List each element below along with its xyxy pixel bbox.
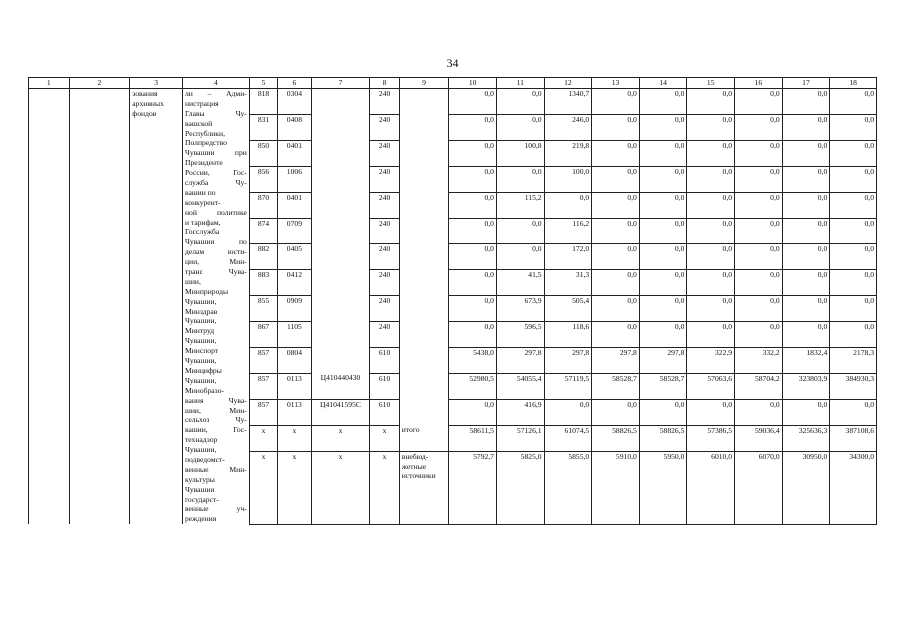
col6-cell: 0408 (278, 114, 311, 140)
col8-cell: x (370, 451, 399, 524)
value-cell: 0,0 (592, 244, 640, 270)
text-line: Главы Чу- (184, 108, 247, 118)
value-cell: 0,0 (449, 244, 497, 270)
value-cell: 673,9 (496, 296, 544, 322)
column-header: 10 (449, 78, 497, 89)
text-line: и тарифам, (184, 217, 221, 227)
text-line: Минприроды (184, 286, 229, 296)
value-cell: 0,0 (782, 114, 830, 140)
value-cell: 0,0 (830, 140, 877, 166)
col9-cell (399, 373, 449, 399)
col9-cell (399, 166, 449, 192)
value-cell: 0,0 (592, 270, 640, 296)
col2-cell (69, 89, 130, 525)
value-cell: 41,5 (496, 270, 544, 296)
text-line: Чувашии, (184, 356, 217, 366)
text-line: Чувашии (184, 484, 215, 494)
col5-cell: 831 (249, 114, 277, 140)
value-cell: 596,5 (496, 322, 544, 348)
col8-cell: x (370, 425, 399, 451)
text-line: венные уч- (184, 504, 247, 514)
budget-table (28, 77, 877, 525)
col1-cell (29, 89, 70, 525)
value-cell: 0,0 (639, 114, 687, 140)
col7-cell (311, 140, 370, 166)
column-header: 12 (544, 78, 592, 89)
value-cell: 0,0 (639, 399, 687, 425)
value-cell: 416,9 (496, 399, 544, 425)
value-cell: 0,0 (449, 296, 497, 322)
text-line: зования (132, 89, 158, 98)
value-cell: 57126,1 (496, 425, 544, 451)
column-header: 2 (69, 78, 130, 89)
value-cell: 58611,5 (449, 425, 497, 451)
value-cell: 2178,3 (830, 348, 877, 374)
col6-cell: 0401 (278, 192, 311, 218)
value-cell: 0,0 (592, 218, 640, 244)
col5-cell: 850 (249, 140, 277, 166)
text-line: сельхоз Чу- (184, 415, 247, 425)
value-cell: 54055,4 (496, 373, 544, 399)
text-line: Чувашии, (184, 336, 217, 346)
value-cell: 57386,5 (687, 425, 735, 451)
value-cell: 0,0 (687, 166, 735, 192)
text-line: конкурент- (184, 197, 221, 207)
value-cell: 0,0 (449, 140, 497, 166)
value-cell: 58528,7 (639, 373, 687, 399)
value-cell: 0,0 (449, 166, 497, 192)
value-cell: 325636,3 (782, 425, 830, 451)
value-cell: 0,0 (496, 114, 544, 140)
text-line: технадзор (184, 435, 218, 445)
table-row (29, 89, 877, 115)
col8-cell: 610 (370, 399, 399, 425)
col7-cell: Ц410440430 (311, 373, 370, 399)
column-header: 7 (311, 78, 370, 89)
value-cell: 6070,0 (735, 451, 783, 524)
value-cell: 30950,0 (782, 451, 830, 524)
value-cell: 0,0 (687, 140, 735, 166)
text-line: Чувашии, (184, 296, 217, 306)
value-cell: 0,0 (687, 114, 735, 140)
value-cell: 0,0 (782, 89, 830, 115)
value-cell: 58826,5 (639, 425, 687, 451)
col9-cell (399, 192, 449, 218)
col6-cell: 0709 (278, 218, 311, 244)
value-cell: 118,6 (544, 322, 592, 348)
col5-cell: x (249, 425, 277, 451)
value-cell: 297,8 (639, 348, 687, 374)
text-line: государст- (184, 494, 219, 504)
value-cell: 0,0 (782, 270, 830, 296)
text-line: Президенте (184, 158, 223, 168)
value-cell: 100,8 (496, 140, 544, 166)
value-cell: 1340,7 (544, 89, 592, 115)
column-header: 15 (687, 78, 735, 89)
value-cell: 0,0 (496, 218, 544, 244)
value-cell: 61074,5 (544, 425, 592, 451)
col5-cell: 855 (249, 296, 277, 322)
col7-cell (311, 89, 370, 115)
value-cell: 0,0 (782, 244, 830, 270)
value-cell: 0,0 (639, 296, 687, 322)
value-cell: 505,4 (544, 296, 592, 322)
value-cell: 0,0 (735, 166, 783, 192)
col7-cell: x (311, 451, 370, 524)
value-cell: 0,0 (639, 140, 687, 166)
value-cell: 0,0 (496, 244, 544, 270)
col8-cell: 240 (370, 192, 399, 218)
value-cell: 172,0 (544, 244, 592, 270)
col6-cell: 0405 (278, 244, 311, 270)
col5-cell: 857 (249, 373, 277, 399)
text-line: делам юсти- (184, 247, 247, 257)
col7-cell (311, 192, 370, 218)
value-cell: 0,0 (830, 244, 877, 270)
value-cell: 0,0 (782, 322, 830, 348)
column-header: 6 (278, 78, 311, 89)
col9-cell (399, 89, 449, 115)
value-cell: 0,0 (782, 296, 830, 322)
col7-cell (311, 244, 370, 270)
col9-cell (399, 348, 449, 374)
value-cell: 0,0 (735, 244, 783, 270)
header-row (29, 78, 877, 89)
value-cell: 58704,2 (735, 373, 783, 399)
text-line: нистрация (184, 98, 219, 108)
value-cell: 0,0 (735, 114, 783, 140)
value-cell: 5910,0 (592, 451, 640, 524)
value-cell: 0,0 (830, 166, 877, 192)
value-cell: 0,0 (735, 296, 783, 322)
value-cell: 0,0 (449, 192, 497, 218)
col5-cell: 856 (249, 166, 277, 192)
value-cell: 0,0 (592, 322, 640, 348)
value-cell: 0,0 (687, 192, 735, 218)
text-line: Минобразо- (184, 385, 224, 395)
text-line: источники (401, 471, 436, 481)
col5-cell: 857 (249, 348, 277, 374)
col8-cell: 240 (370, 322, 399, 348)
col9-cell (399, 296, 449, 322)
col3-lines-cell (130, 89, 183, 525)
value-cell: 297,8 (592, 348, 640, 374)
text-line: вашской (184, 118, 213, 128)
value-cell: 0,0 (687, 244, 735, 270)
value-cell: 31,3 (544, 270, 592, 296)
col9-cell: итого (399, 425, 449, 451)
value-cell: 5825,0 (496, 451, 544, 524)
column-header: 14 (639, 78, 687, 89)
table-body (29, 89, 877, 525)
text-line: Чувашии, (184, 375, 217, 385)
col5-cell: 883 (249, 270, 277, 296)
value-cell: 0,0 (735, 399, 783, 425)
value-cell: 0,0 (449, 114, 497, 140)
text-line: Минспорт (184, 346, 219, 356)
value-cell: 0,0 (830, 192, 877, 218)
value-cell: 0,0 (687, 218, 735, 244)
value-cell: 1832,4 (782, 348, 830, 374)
value-cell: 0,0 (592, 296, 640, 322)
value-cell: 0,0 (830, 114, 877, 140)
value-cell: 0,0 (449, 322, 497, 348)
col9-cell (399, 244, 449, 270)
value-cell: 5950,0 (639, 451, 687, 524)
text-line: транс Чува- (184, 267, 247, 277)
text-line: шии, Мин- (184, 405, 247, 415)
value-cell: 332,2 (735, 348, 783, 374)
col9-cell (399, 218, 449, 244)
col9-cell (399, 270, 449, 296)
value-cell: 0,0 (782, 192, 830, 218)
col8-cell: 240 (370, 296, 399, 322)
value-cell: 59036,4 (735, 425, 783, 451)
column-header: 13 (592, 78, 640, 89)
column-header: 9 (399, 78, 449, 89)
value-cell: 0,0 (544, 192, 592, 218)
text-line: вашии, Гос- (184, 425, 247, 435)
column-header: 18 (830, 78, 877, 89)
col5-cell: 818 (249, 89, 277, 115)
col9-cell (399, 140, 449, 166)
value-cell: 0,0 (592, 114, 640, 140)
text-line: Госслужба (184, 227, 220, 237)
value-cell: 0,0 (687, 270, 735, 296)
value-cell: 0,0 (782, 218, 830, 244)
value-cell: 57063,6 (687, 373, 735, 399)
value-cell: 0,0 (449, 218, 497, 244)
column-header: 11 (496, 78, 544, 89)
col5-cell: 874 (249, 218, 277, 244)
text-line: венные Мин- (184, 464, 247, 474)
text-line: шии, (184, 276, 201, 286)
text-line: Чувашии, (184, 445, 217, 455)
col6-cell: 0304 (278, 89, 311, 115)
col5-cell: 882 (249, 244, 277, 270)
text-line: России, Гос- (184, 168, 247, 178)
value-cell: 0,0 (735, 89, 783, 115)
value-cell: 0,0 (592, 166, 640, 192)
col5-cell: x (249, 451, 277, 524)
col8-cell: 240 (370, 89, 399, 115)
value-cell: 0,0 (639, 244, 687, 270)
value-cell: 322,9 (687, 348, 735, 374)
value-cell: 57119,5 (544, 373, 592, 399)
col6-cell: 0909 (278, 296, 311, 322)
col5-cell: 857 (249, 399, 277, 425)
col7-cell: x (311, 425, 370, 451)
col9-cell (399, 322, 449, 348)
value-cell: 34300,0 (830, 451, 877, 524)
col6-cell: 0401 (278, 140, 311, 166)
value-cell: 0,0 (782, 140, 830, 166)
value-cell: 0,0 (830, 296, 877, 322)
value-cell: 5792,7 (449, 451, 497, 524)
value-cell: 0,0 (449, 270, 497, 296)
column-header: 3 (130, 78, 183, 89)
value-cell: 0,0 (496, 166, 544, 192)
value-cell: 115,2 (496, 192, 544, 218)
value-cell: 0,0 (830, 322, 877, 348)
text-line: вашии по (184, 187, 216, 197)
value-cell: 58826,5 (592, 425, 640, 451)
col7-cell (311, 218, 370, 244)
col8-cell: 240 (370, 140, 399, 166)
col5-cell: 867 (249, 322, 277, 348)
value-cell: 0,0 (735, 192, 783, 218)
text-line: вания Чува- (184, 395, 247, 405)
col7-cell (311, 270, 370, 296)
value-cell: 323803,9 (782, 373, 830, 399)
value-cell: 58528,7 (592, 373, 640, 399)
value-cell: 0,0 (735, 322, 783, 348)
value-cell: 0,0 (782, 399, 830, 425)
value-cell: 0,0 (687, 296, 735, 322)
value-cell: 0,0 (830, 218, 877, 244)
col6-cell: 1006 (278, 166, 311, 192)
col9-cell (399, 114, 449, 140)
column-header: 17 (782, 78, 830, 89)
col6-cell: 0804 (278, 348, 311, 374)
value-cell: 0,0 (592, 192, 640, 218)
column-header: 16 (735, 78, 783, 89)
text-line: культуры (184, 474, 215, 484)
value-cell: 0,0 (496, 89, 544, 115)
column-header: 4 (182, 78, 249, 89)
col6-cell: 1105 (278, 322, 311, 348)
value-cell: 0,0 (830, 270, 877, 296)
value-cell: 5438,0 (449, 348, 497, 374)
col8-cell: 240 (370, 114, 399, 140)
col7-cell (311, 296, 370, 322)
col6-cell: 0412 (278, 270, 311, 296)
col7-cell (311, 322, 370, 348)
page-number: 34 (446, 56, 459, 70)
col9-cell (399, 451, 449, 524)
text-line: Чувашии по (184, 237, 247, 247)
text-line: Полпредство (184, 138, 227, 148)
text-line: фондов (132, 108, 157, 118)
value-cell: 0,0 (639, 166, 687, 192)
value-cell: 0,0 (735, 218, 783, 244)
value-cell: 0,0 (449, 399, 497, 425)
col8-cell: 240 (370, 244, 399, 270)
text-line: ли – Адми- (184, 89, 247, 98)
value-cell: 6010,0 (687, 451, 735, 524)
value-cell: 0,0 (639, 192, 687, 218)
value-cell: 116,2 (544, 218, 592, 244)
col6-cell: 0113 (278, 399, 311, 425)
value-cell: 0,0 (592, 399, 640, 425)
col7-cell: Ц41041595С (311, 399, 370, 425)
value-cell: 0,0 (639, 218, 687, 244)
text-line: архивных (132, 98, 164, 108)
value-cell: 297,8 (496, 348, 544, 374)
text-line: подведомст- (184, 454, 225, 464)
column-header: 1 (29, 78, 70, 89)
text-line: Чувашии, (184, 316, 217, 326)
value-cell: 0,0 (544, 399, 592, 425)
value-cell: 297,8 (544, 348, 592, 374)
text-line: Минцифры (184, 365, 222, 375)
col8-cell: 610 (370, 348, 399, 374)
value-cell: 387108,6 (830, 425, 877, 451)
text-line: служба Чу- (184, 178, 247, 188)
value-cell: 0,0 (735, 270, 783, 296)
value-cell: 219,8 (544, 140, 592, 166)
col8-cell: 240 (370, 218, 399, 244)
column-header: 8 (370, 78, 399, 89)
value-cell: 100,0 (544, 166, 592, 192)
text-line: Минтруд (184, 326, 215, 336)
col6-cell: 0113 (278, 373, 311, 399)
value-cell: 0,0 (830, 399, 877, 425)
value-cell: 52980,5 (449, 373, 497, 399)
col8-cell: 240 (370, 166, 399, 192)
text-line: ции, Мин- (184, 257, 247, 267)
col8-cell: 240 (370, 270, 399, 296)
col6-cell: x (278, 451, 311, 524)
col4-lines-cell (182, 89, 249, 525)
text-line: Республики, (184, 128, 225, 138)
value-cell: 0,0 (639, 322, 687, 348)
value-cell: 0,0 (687, 322, 735, 348)
column-header: 5 (249, 78, 277, 89)
col9-cell (399, 399, 449, 425)
value-cell: 0,0 (782, 166, 830, 192)
value-cell: 0,0 (592, 140, 640, 166)
col7-cell (311, 348, 370, 374)
text-line: ной политике (184, 207, 247, 217)
value-cell: 0,0 (449, 89, 497, 115)
value-cell: 0,0 (639, 270, 687, 296)
value-cell: 0,0 (687, 399, 735, 425)
text-line: Чувашии при (184, 148, 247, 158)
value-cell: 0,0 (687, 89, 735, 115)
text-line: реждения (184, 514, 217, 524)
value-cell: 0,0 (735, 140, 783, 166)
col7-cell (311, 166, 370, 192)
value-cell: 246,0 (544, 114, 592, 140)
value-cell: 5855,0 (544, 451, 592, 524)
col6-cell: x (278, 425, 311, 451)
col5-cell: 870 (249, 192, 277, 218)
col7-cell (311, 114, 370, 140)
text-line: жетные (401, 461, 427, 471)
text-line: внебюд- (401, 451, 429, 461)
value-cell: 0,0 (592, 89, 640, 115)
text-line: Минздрав (184, 306, 218, 316)
value-cell: 0,0 (830, 89, 877, 115)
value-cell: 0,0 (639, 89, 687, 115)
value-cell: 384930,3 (830, 373, 877, 399)
col8-cell: 610 (370, 373, 399, 399)
